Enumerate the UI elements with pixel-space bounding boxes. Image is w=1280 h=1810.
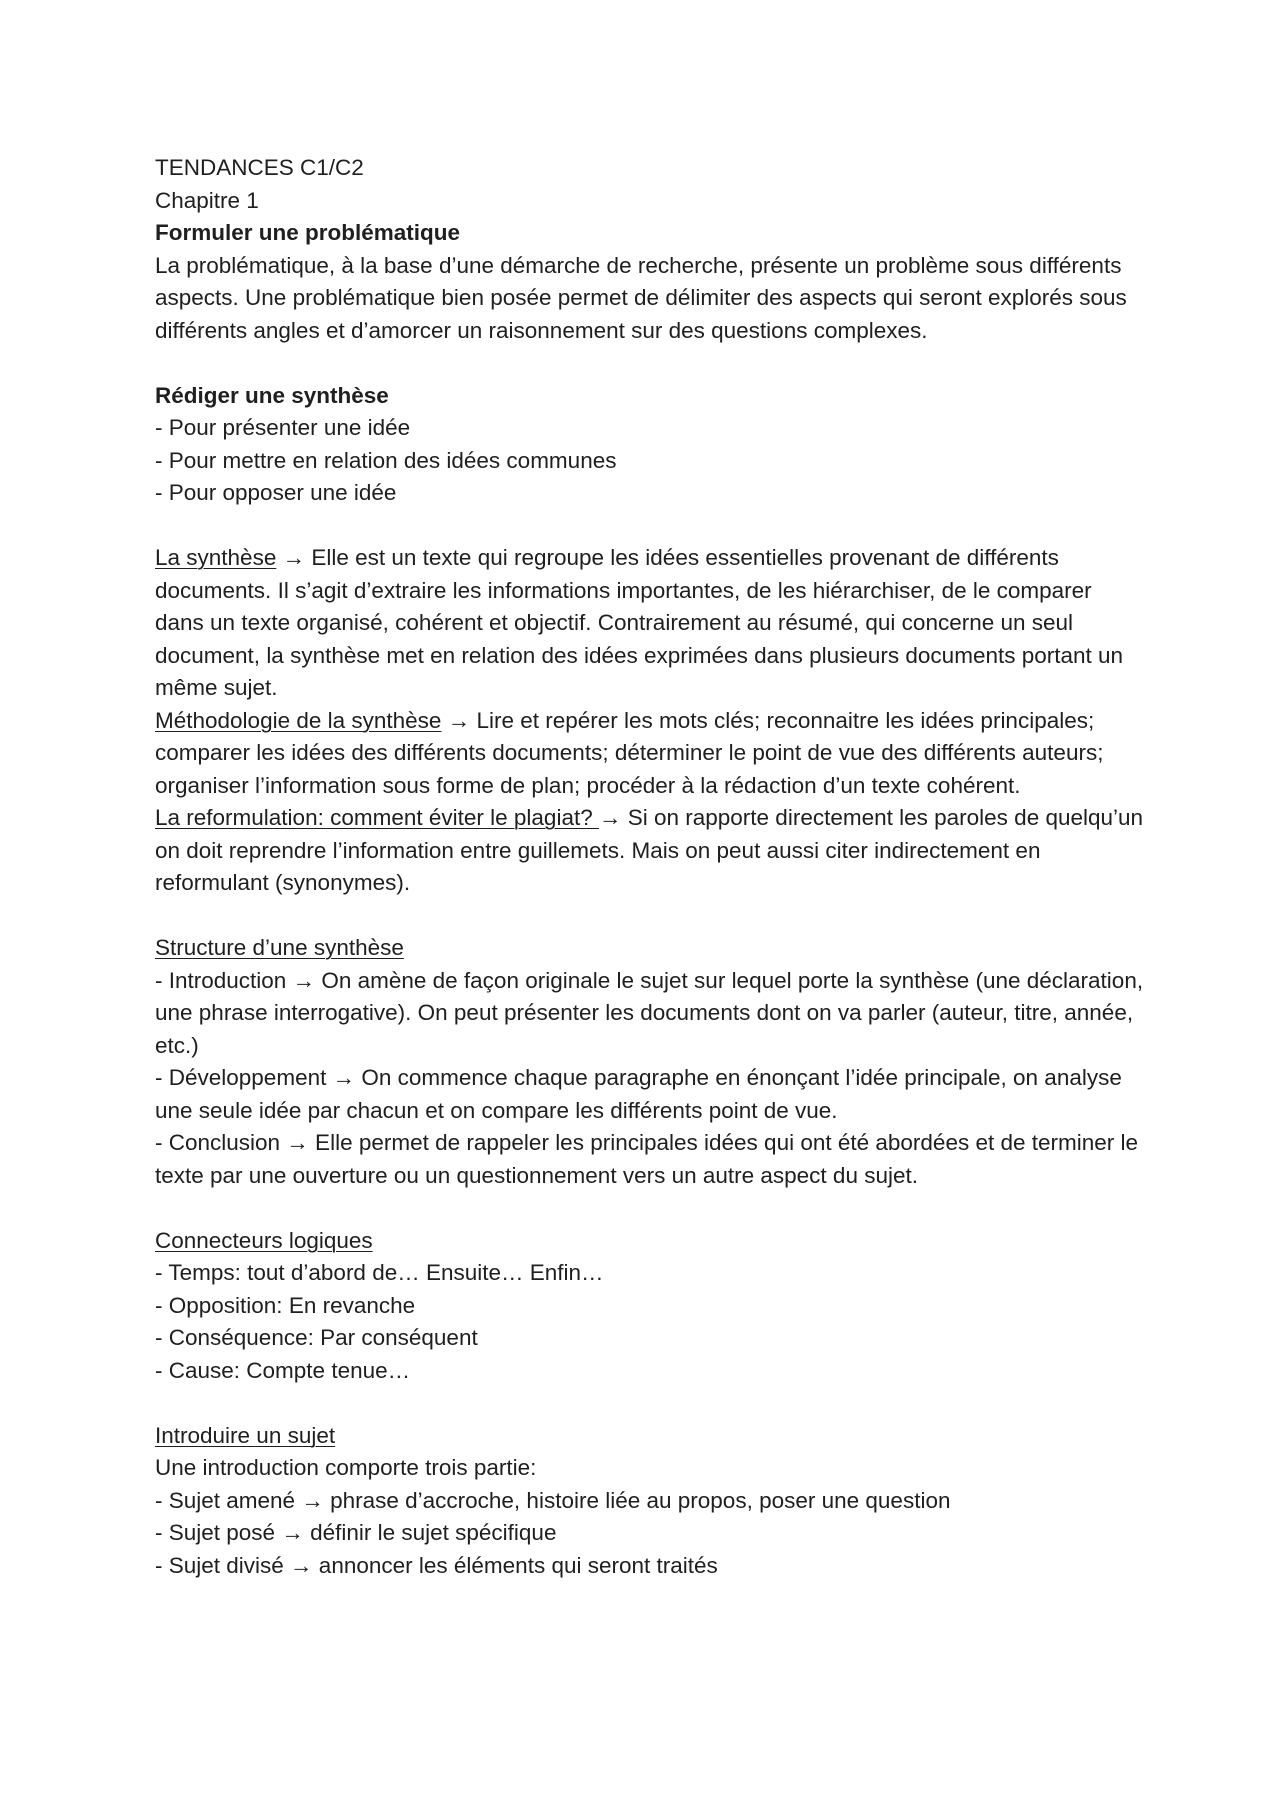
connecteurs-item: - Opposition: En revanche bbox=[155, 1292, 416, 1318]
reformulation-text: → Si on rapporte directement les paroles de quelqu’un on doit reprendre l’information entre guillemets. Mais on peut aussi citer indirectement en reformulant (synonymes). bbox=[155, 805, 1144, 895]
connecteurs-heading: Connecteurs logiques bbox=[155, 1227, 373, 1253]
structure-item: - Conclusion → Elle permet de rappeler les principales idées qui ont été abordées et de terminer le texte par une ouverture ou un questionnement vers un autre aspect du sujet. bbox=[155, 1130, 1139, 1188]
introduire-intro: Une introduction comporte trois partie: bbox=[155, 1455, 537, 1480]
methodologie-text: → Lire et repérer les mots clés; reconnaitre les idées principales; comparer les idées des différents documents; déterminer le point de vue des différents auteurs; organiser l’information sous forme de plan; procéder à la rédaction d’un texte cohérent. bbox=[155, 707, 1104, 798]
rediger-item: - Pour présenter une idée bbox=[155, 415, 411, 440]
connecteurs-item: - Conséquence: Par conséquent bbox=[155, 1325, 478, 1350]
introduire-heading: Introduire un sujet bbox=[155, 1422, 336, 1448]
introduire-item: - Sujet posé → définir le sujet spécifique bbox=[155, 1520, 557, 1545]
synthese-label: La synthèse bbox=[155, 545, 277, 570]
structure-item: - Développement → On commence chaque paragraphe en énonçant l’idée principale, on analyse une seule idée par chacun et on compare les différents point de vue. bbox=[155, 1065, 1122, 1123]
spacer bbox=[155, 1387, 1145, 1420]
rediger-item: - Pour mettre en relation des idées communes bbox=[155, 447, 617, 473]
problematique-heading: Formuler une problématique bbox=[155, 220, 461, 245]
spacer bbox=[155, 510, 1145, 543]
structure-item: - Introduction → On amène de façon originale le sujet sur lequel porte la synthèse (une déclaration, une phrase interrogative). On peut présenter les documents dont on va parler (auteur, titre, année, etc.) bbox=[155, 967, 1144, 1058]
connecteurs-item: - Temps: tout d’abord de… Ensuite… Enfin… bbox=[155, 1260, 604, 1285]
spacer bbox=[155, 347, 1145, 380]
problematique-text: La problématique, à la base d’une démarche de recherche, présente un problème sous différents aspects. Une problématique bien posée permet de délimiter des aspects qui seront explorés sous différents angles et d’amorcer un raisonnement sur des questions complexes. bbox=[155, 252, 1127, 343]
introduire-item: - Sujet amené → phrase d’accroche, histoire liée au propos, poser une question bbox=[155, 1487, 951, 1513]
document-body bbox=[155, 152, 1145, 1582]
spacer bbox=[155, 1192, 1145, 1225]
connecteurs-item: - Cause: Compte tenue… bbox=[155, 1357, 411, 1383]
synthese-text: → Elle est un texte qui regroupe les idées essentielles provenant de différents documents. Il s’agit d’extraire les informations importantes, de les hiérarchiser, de le comparer dans un texte organisé, cohérent et objectif. Contrairement au résumé, qui concerne un seul document, la synthèse met en relation des idées exprimées dans plusieurs documents portant un même sujet. bbox=[155, 545, 1124, 700]
synthese-paragraph bbox=[155, 542, 1145, 705]
methodologie-paragraph bbox=[155, 705, 1145, 803]
chapter-title: Chapitre 1 bbox=[155, 187, 259, 213]
reformulation-label: La reformulation: comment éviter le plagiat? bbox=[155, 805, 599, 830]
course-title: TENDANCES C1/C2 bbox=[155, 155, 364, 180]
rediger-item: - Pour opposer une idée bbox=[155, 480, 397, 505]
spacer bbox=[155, 900, 1145, 933]
structure-heading: Structure d’une synthèse bbox=[155, 935, 404, 960]
rediger-heading: Rédiger une synthèse bbox=[155, 382, 389, 408]
reformulation-paragraph bbox=[155, 802, 1145, 900]
methodologie-label: Méthodologie de la synthèse bbox=[155, 707, 442, 733]
introduire-item: - Sujet divisé → annoncer les éléments qui seront traités bbox=[155, 1552, 718, 1578]
